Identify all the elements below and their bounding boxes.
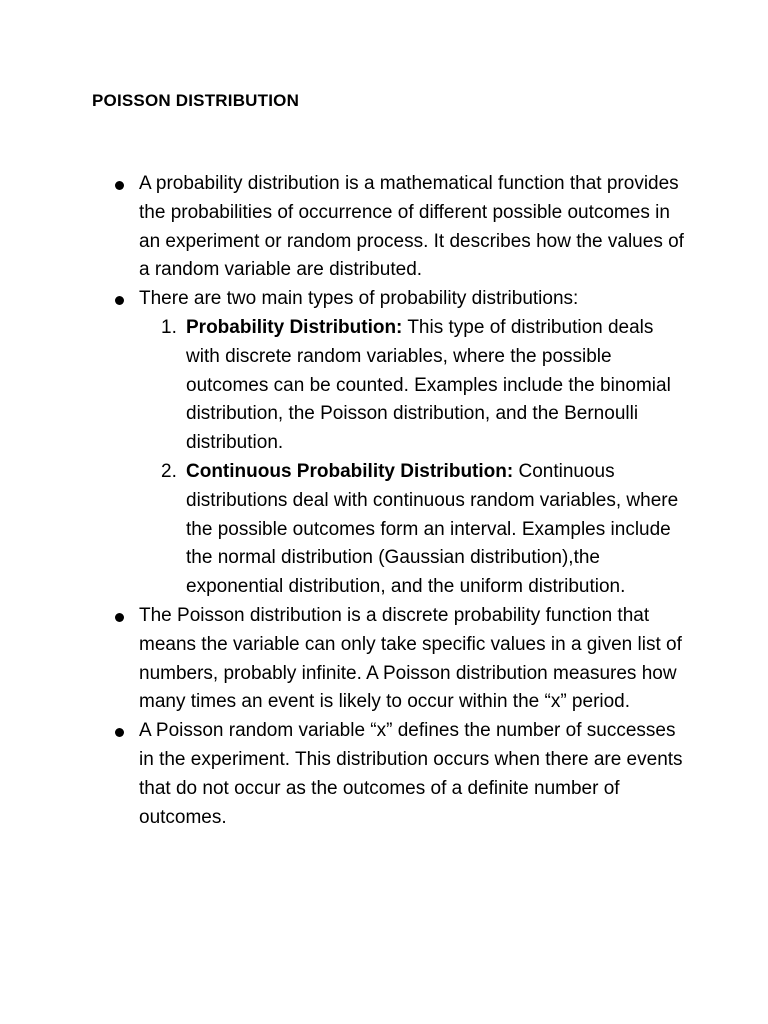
bullet-item [92, 717, 688, 832]
bullet-list [92, 170, 688, 832]
term-label: Probability Distribution: [186, 316, 403, 338]
term-description: Continuous distributions deal with continuous random variables, where the possible outcomes form an interval. Examples include the normal distribution (Gaussian distribution),the exponential distribution, and the uniform distribution. [186, 460, 679, 598]
bullet-text: There are two main types of probability distributions: [139, 288, 579, 310]
bullet-dot-icon [115, 181, 124, 190]
bullet-item [92, 285, 688, 602]
bullet-dot-icon [115, 613, 124, 622]
term-label: Continuous Probability Distribution: [186, 460, 514, 482]
bullet-item [92, 170, 688, 285]
numbered-list [139, 314, 688, 602]
numbered-item [139, 458, 688, 602]
bullet-dot-icon [115, 728, 124, 737]
bullet-dot-icon [115, 296, 124, 305]
bullet-item [92, 602, 688, 717]
numbered-marker: 2. [161, 460, 177, 482]
document-title: POISSON DISTRIBUTION [92, 91, 300, 110]
term-description: This type of distribution deals with discrete random variables, where the possible outcomes can be counted. Examples include the binomial distribution, the Poisson distribution, and the Bernoulli distribution. [186, 316, 671, 454]
numbered-marker: 1. [161, 316, 177, 338]
bullet-text: The Poisson distribution is a discrete probability function that means the variable can only take specific values in a given list of numbers, probably infinite. A Poisson distribution measures how many times an event is likely to occur within the “x” period. [139, 604, 682, 713]
numbered-item [139, 314, 688, 458]
bullet-text: A probability distribution is a mathematical function that provides the probabilities of occurrence of different possible outcomes in an experiment or random process. It describes how the values of a random variable are distributed. [139, 173, 684, 281]
bullet-text: A Poisson random variable “x” defines the number of successes in the experiment. This distribution occurs when there are events that do not occur as the outcomes of a definite number of outcomes. [139, 720, 683, 828]
